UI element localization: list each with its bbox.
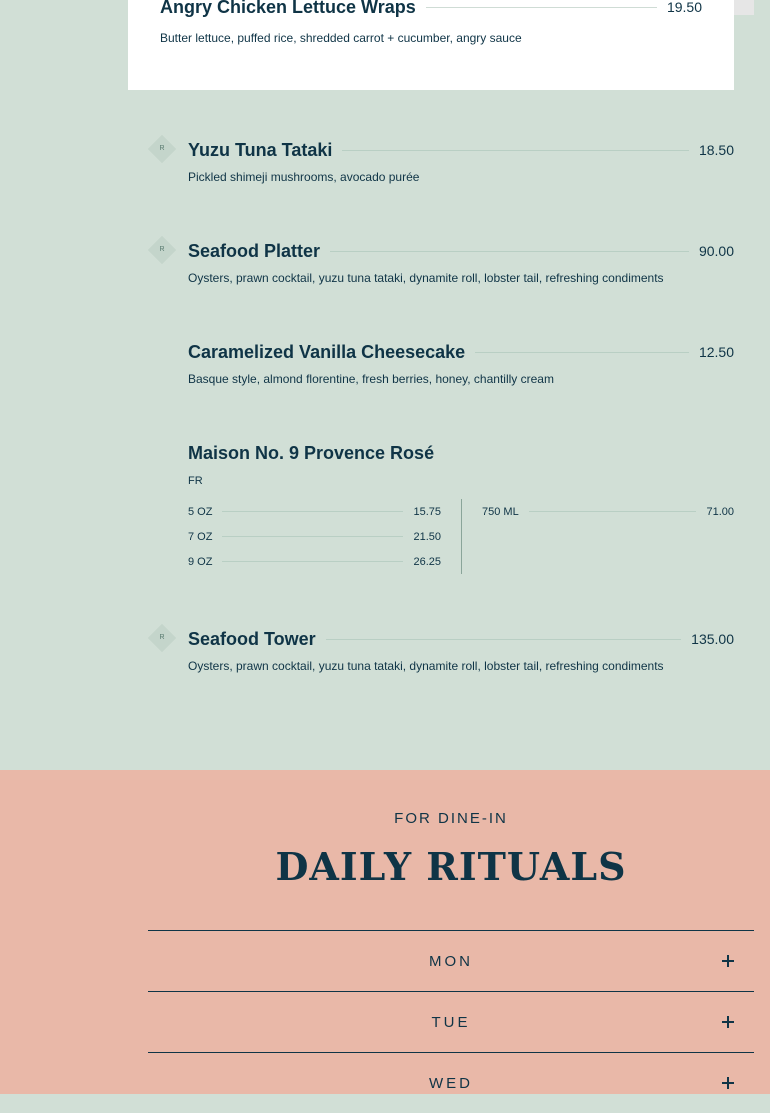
item-name: Caramelized Vanilla Cheesecake — [188, 341, 466, 362]
item-description: Pickled shimeji mushrooms, avocado purée — [188, 170, 420, 184]
menu-item — [188, 138, 734, 184]
price-leader — [222, 511, 403, 512]
raw-badge: R — [148, 135, 176, 163]
day-label: WED — [429, 1074, 473, 1092]
item-description: Basque style, almond florentine, fresh berries, honey, chantilly cream — [188, 372, 554, 386]
size-price: 26.25 — [413, 555, 441, 568]
day-accordion-mon[interactable] — [148, 930, 754, 991]
section-title: DAILY RITUALS — [275, 844, 627, 889]
item-price: 18.50 — [698, 142, 734, 158]
price-leader — [222, 561, 403, 562]
day-accordion-wed[interactable] — [148, 1052, 754, 1113]
day-accordion-tue[interactable] — [148, 991, 754, 1052]
plus-icon[interactable] — [722, 955, 734, 967]
size-price: 71.00 — [706, 505, 734, 518]
scrollbar-thumb[interactable] — [734, 0, 754, 15]
price-leader — [330, 251, 689, 252]
item-name: Yuzu Tuna Tataki — [188, 139, 333, 160]
size-price: 15.75 — [413, 505, 441, 518]
day-label: MON — [429, 952, 473, 970]
size-price: 21.50 — [413, 530, 441, 543]
menu-item — [188, 627, 734, 673]
item-name: Seafood Tower — [188, 628, 316, 649]
daily-rituals-section — [0, 770, 770, 1094]
size-row — [188, 499, 441, 524]
day-label: TUE — [431, 1013, 471, 1031]
item-name: Seafood Platter — [188, 240, 321, 261]
item-name: Angry Chicken Lettuce Wraps — [160, 0, 416, 17]
size-row — [188, 549, 441, 574]
size-row — [188, 524, 441, 549]
featured-item-card — [128, 0, 734, 90]
item-price: 19.50 — [666, 0, 702, 15]
price-leader — [222, 536, 403, 537]
plus-icon[interactable] — [722, 1016, 734, 1028]
size-row — [482, 499, 734, 524]
size-label: 5 OZ — [188, 505, 213, 518]
item-price: 90.00 — [698, 243, 734, 259]
glass-sizes — [188, 499, 462, 574]
section-eyebrow: FOR DINE-IN — [394, 810, 508, 827]
item-description: Oysters, prawn cocktail, yuzu tuna tataki, dynamite roll, lobster tail, refreshing condiments — [188, 659, 664, 673]
size-label: 7 OZ — [188, 530, 213, 543]
item-price: 135.00 — [691, 631, 734, 647]
menu-item — [160, 0, 702, 45]
wine-origin: FR — [188, 475, 203, 487]
plus-icon[interactable] — [722, 1077, 734, 1089]
bottle-size — [462, 499, 734, 574]
wine-size-table — [188, 499, 734, 574]
item-description: Oysters, prawn cocktail, yuzu tuna tataki, dynamite roll, lobster tail, refreshing condiments — [188, 271, 664, 285]
price-leader — [426, 7, 657, 8]
price-leader — [475, 352, 689, 353]
price-leader — [342, 150, 689, 151]
size-label: 9 OZ — [188, 555, 213, 568]
price-leader — [326, 639, 681, 640]
raw-badge: R — [148, 236, 176, 264]
item-price: 12.50 — [698, 344, 734, 360]
size-label: 750 ML — [482, 505, 519, 518]
raw-badge: R — [148, 624, 176, 652]
price-leader — [529, 511, 697, 512]
menu-item — [188, 239, 734, 285]
menu-item — [188, 340, 734, 386]
wine-item — [188, 441, 734, 574]
wine-name: Maison No. 9 Provence Rosé — [188, 442, 435, 463]
item-description: Butter lettuce, puffed rice, shredded carrot + cucumber, angry sauce — [160, 31, 522, 45]
